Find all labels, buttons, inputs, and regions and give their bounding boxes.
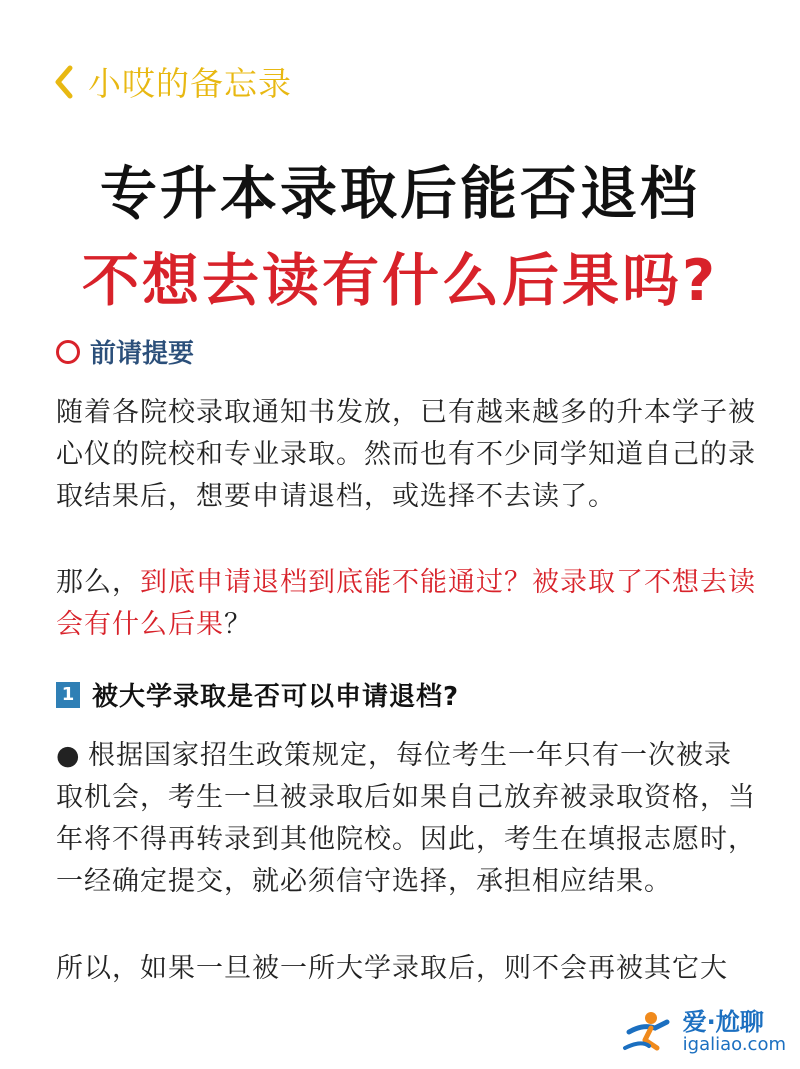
question-heading	[56, 676, 459, 713]
answer-paragraph	[56, 735, 756, 903]
back-navigation[interactable]	[52, 58, 292, 105]
page-title-line2: 不想去读有什么后果吗?	[81, 248, 719, 314]
page-title-line1: 专升本录取后能否退档	[100, 161, 700, 227]
number-badge: 1	[56, 682, 80, 708]
question-highlight: 到底申请退档到底能不能通过？被录取了不想去读会有什么后果	[56, 567, 756, 640]
runner-logo-icon	[621, 1010, 677, 1054]
circle-icon	[56, 340, 80, 364]
answer-text: 根据国家招生政策规定，每位考生一年只有一次被录取机会，考生一旦被录取后如果自己放弃被录取资格，当年将不得再转录到其他院校。因此，考生在填报志愿时，一经确定提交，就必须信守选择，承担相应结果。	[56, 740, 756, 897]
watermark	[621, 1009, 786, 1055]
chevron-left-icon[interactable]	[52, 64, 76, 100]
question-suffix: ？	[224, 609, 252, 640]
section-label: 前请提要	[90, 339, 195, 369]
bullet-icon: ●	[56, 740, 81, 771]
intro-paragraph: 随着各院校录取通知书发放，已有越来越多的升本学子被心仪的院校和专业录取。然而也有不少同学知道自己的录取结果后，想要申请退档，或选择不去读了。	[56, 397, 756, 512]
question-prefix: 那么，	[56, 567, 140, 598]
section-heading	[56, 333, 194, 370]
intro-question	[56, 562, 756, 646]
watermark-name: 爱·尬聊	[682, 1007, 764, 1036]
watermark-url: igaliao.com	[682, 1034, 786, 1056]
question-title: 被大学录取是否可以申请退档?	[92, 682, 460, 712]
back-label[interactable]: 小哎的备忘录	[88, 64, 292, 103]
followup-paragraph: 所以，如果一旦被一所大学录取后，则不会再被其它大	[56, 953, 728, 984]
